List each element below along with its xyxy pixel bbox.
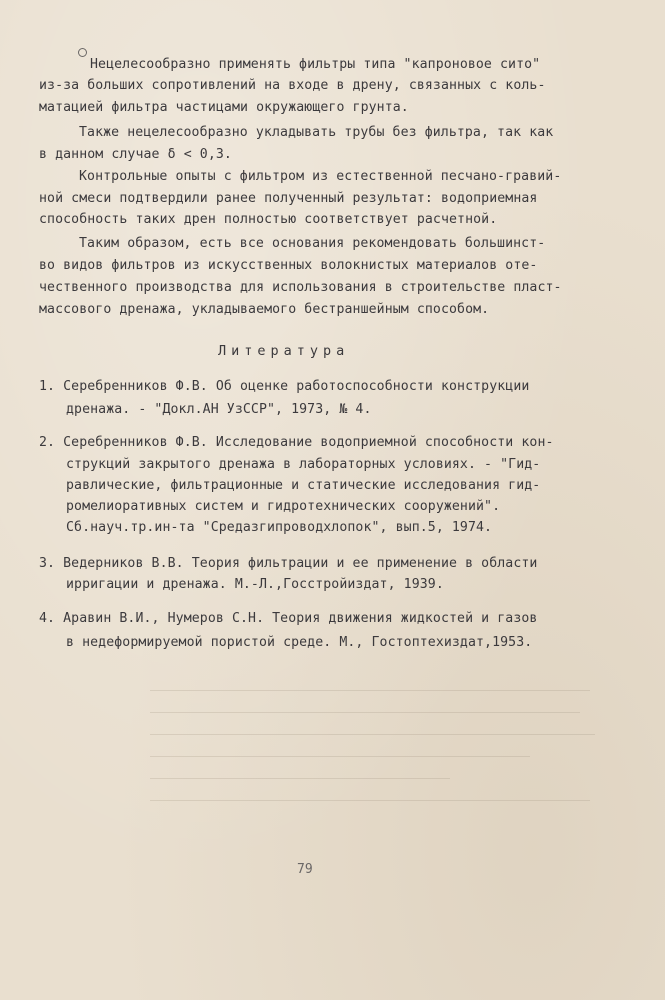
reference-2-line-3: равлические, фильтрационные и статические исследования гид- bbox=[66, 478, 541, 493]
bleed-through-line bbox=[150, 734, 595, 735]
paragraph-3-line-3: способность таких дрен полностью соответствует расчетной. bbox=[39, 212, 498, 227]
reference-2-line-4: ромелиоративных систем и гидротехнических сооружений". bbox=[66, 499, 501, 514]
reference-4-line-2: в недеформируемой пористой среде. М., Гостоптехиздат,1953. bbox=[66, 635, 533, 650]
reference-3-line-1: 3. Ведерников В.В. Теория фильтрации и ее применение в области bbox=[39, 556, 538, 571]
paragraph-3-line-1: Контрольные опыты с фильтром из естественной песчано-гравий- bbox=[79, 169, 562, 184]
paragraph-4-line-3: чественного производства для использования в строительстве пласт- bbox=[39, 280, 562, 295]
paragraph-2-line-2: в данном случае δ < 0,3. bbox=[39, 147, 232, 162]
reference-2-line-2: струкций закрытого дренажа в лабораторных условиях. - "Гид- bbox=[66, 457, 541, 472]
paragraph-2-line-1: Также нецелесообразно укладывать трубы без фильтра, так как bbox=[79, 125, 554, 140]
reference-2-line-1: 2. Серебренников Ф.В. Исследование водоприемной способности кон- bbox=[39, 435, 554, 450]
paragraph-4-line-1: Таким образом, есть все основания рекомендовать большинст- bbox=[79, 236, 546, 251]
reference-3-line-2: ирригации и дренажа. М.-Л.,Госстройиздат, 1939. bbox=[66, 577, 444, 592]
bleed-through-line bbox=[150, 712, 580, 713]
paragraph-3-line-2: ной смеси подтвердили ранее полученный результат: водоприемная bbox=[39, 191, 538, 206]
paragraph-4-line-4: массового дренажа, укладываемого бестраншейным способом. bbox=[39, 302, 490, 317]
bleed-through-line bbox=[150, 756, 530, 757]
paragraph-1-line-3: матацией фильтра частицами окружающего грунта. bbox=[39, 100, 409, 115]
ink-mark bbox=[78, 48, 87, 57]
page-number: 79 bbox=[297, 862, 313, 877]
paragraph-1-line-2: из-за больших сопротивлений на входе в дрену, связанных с коль- bbox=[39, 78, 546, 93]
paragraph-1-line-1: Нецелесообразно применять фильтры типа "капроновое сито" bbox=[90, 57, 541, 72]
paragraph-4-line-2: во видов фильтров из искусственных волокнистых материалов оте- bbox=[39, 258, 538, 273]
bleed-through-line bbox=[150, 800, 590, 801]
references-heading: Литература bbox=[218, 343, 350, 359]
reference-1-line-1: 1. Серебренников Ф.В. Об оценке работоспособности конструкции bbox=[39, 379, 530, 394]
reference-4-line-1: 4. Аравин В.И., Нумеров С.Н. Теория движения жидкостей и газов bbox=[39, 611, 538, 626]
reference-2-line-5: Сб.науч.тр.ин-та "Средазгипроводхлопок", вып.5, 1974. bbox=[66, 520, 493, 535]
reference-1-line-2: дренажа. - "Докл.АН УзССР", 1973, № 4. bbox=[66, 402, 372, 417]
bleed-through-line bbox=[150, 778, 450, 779]
bleed-through-line bbox=[150, 690, 590, 691]
